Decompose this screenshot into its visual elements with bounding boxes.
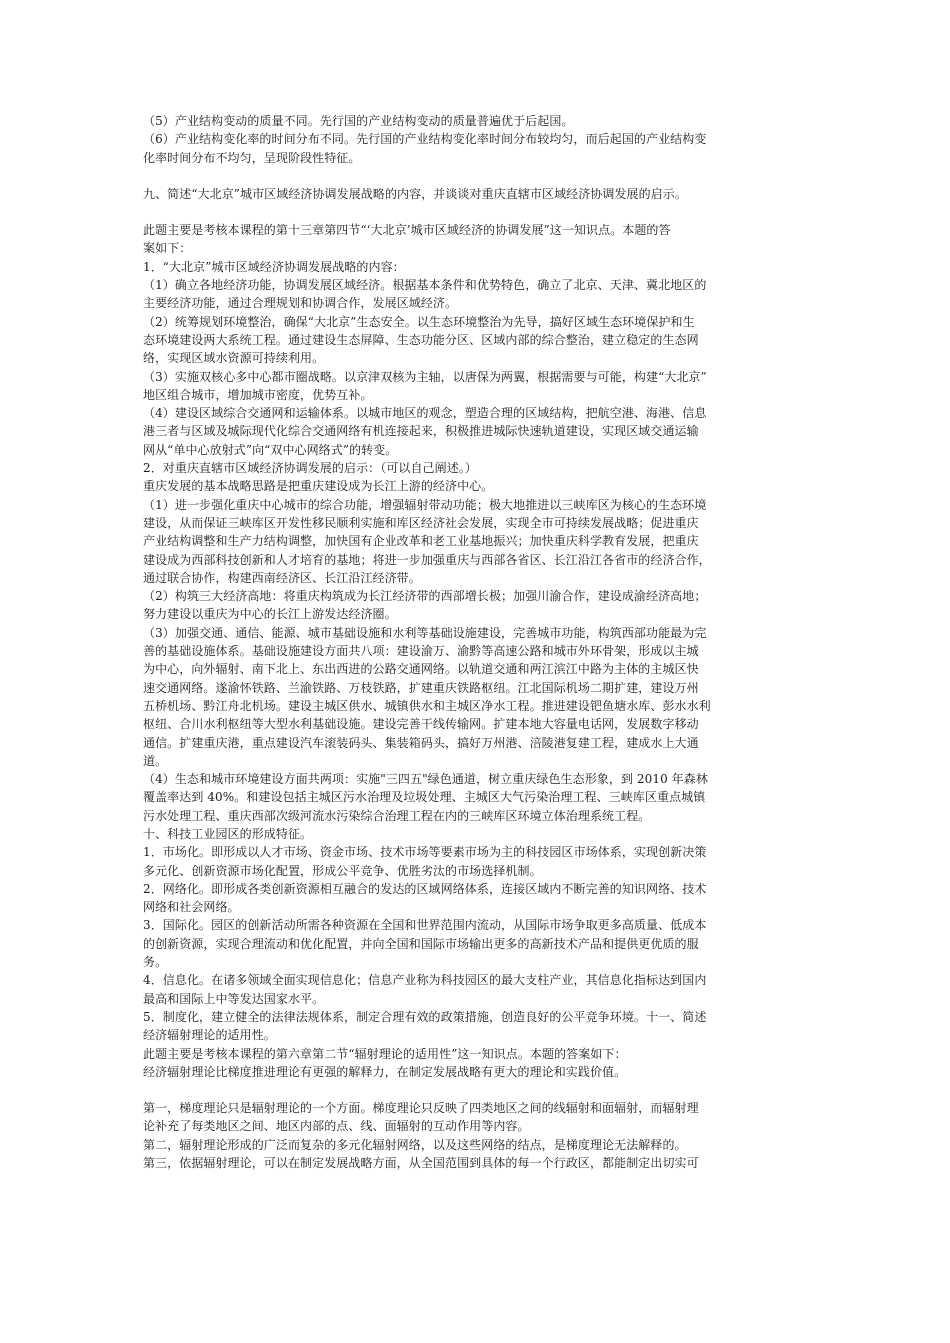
text-line: （4）建设区域综合交通网和运输体系。以城市地区的观念，塑造合理的区域结构，把航空港、海港、信息 [143, 406, 707, 421]
text-line: （5）产业结构变动的质量不同。先行国的产业结构变动的质量普遍优于后起国。 [143, 114, 574, 128]
text-line: 2．网络化。即形成各类创新资源相互融合的发达的区域网络体系，连接区域内不断完善的知识网络、技术 [143, 881, 707, 896]
text-line: 2．对重庆直辖市区域经济协调发展的启示：（可以自己阐述。） [143, 461, 477, 476]
text-line: 络，实现区域水资源可持续利用。 [143, 351, 325, 366]
block-answer-main [143, 221, 811, 1081]
text-line: （1）确立各地经济功能，协调发展区域经济。根据基本条件和优势特色，确立了北京、天津、冀北地区的 [143, 278, 707, 293]
document-page [143, 112, 811, 1172]
text-line: 网络和社会网络。 [143, 900, 240, 915]
block-radiation-theory [143, 1099, 811, 1172]
text-line: 4．信息化。在诸多领域全面实现信息化；信息产业称为科技园区的最大支柱产业，其信息化指标达到国内 [143, 973, 707, 988]
text-line: （2）统筹规划环境整治，确保“大北京”生态安全。以生态环境整治为先导，搞好区域生态环境保护和生 [143, 314, 695, 329]
text-line: 的创新资源，实现合理流动和优化配置，并向全国和国际市场输出更多的高新技术产品和提供更优质的服 [143, 936, 699, 951]
spacer [143, 203, 811, 221]
text-line: 通信。扩建重庆港，重点建设汽车滚装码头、集装箱码头，搞好万州港、涪陵港复建工程，建成水上大通 [143, 735, 699, 750]
spacer [143, 1081, 811, 1099]
text-line: 地区组合城市，增加城市密度，优势互补。 [143, 387, 373, 402]
text-line: 重庆发展的基本战略思路是把重庆建设成为长江上游的经济中心。 [143, 479, 494, 494]
text-line: 最高和国际上中等发达国家水平。 [143, 991, 325, 1006]
text-line: 速交通网络。遂渝怀铁路、兰渝铁路、万枝铁路，扩建重庆铁路枢纽。江北国际机场二期扩建，建设万州 [143, 680, 699, 695]
text-line: 1．“大北京”城市区域经济协调发展战略的内容： [143, 259, 405, 274]
text-line: 化率时间分布不均匀，呈现阶段性特征。 [143, 150, 361, 165]
text-line: 污水处理工程、重庆西部次级河流水污染综合治理工程在内的三峡库区环境立体治理系统工程。 [143, 808, 651, 823]
text-line: 第三，依据辐射理论，可以在制定发展战略方面，从全国范围到具体的每一个行政区，都能制定出切实可 [143, 1156, 699, 1171]
text-line: （6）产业结构变化率的时间分布不同。先行国的产业结构变化率时间分布较均匀，而后起国的产业结构变 [143, 132, 707, 147]
text-line: （3）加强交通、通信、能源、城市基础设施和水利等基础设施建设，完善城市功能，构筑西部功能最为完 [143, 625, 707, 640]
text-line: 多元化、创新资源市场化配置，形成公平竞争、优胜劣汰的市场选择机制。 [143, 863, 542, 878]
text-line: 主要经济功能，通过合理规划和协调合作，发展区域经济。 [143, 296, 458, 311]
text-line: 为中心，向外辐射、南下北上、东出西进的公路交通网络。以轨道交通和两江滨江中路为主体的主城区快 [143, 662, 699, 677]
text-line: 此题主要是考核本课程的第十三章第四节“‘大北京’城市区域经济的协调发展”这一知识点。本题的答 [143, 223, 671, 238]
text-line: 3．国际化。园区的创新活动所需各种资源在全国和世界范围内流动，从国际市场争取更多高质量、低成本 [143, 918, 707, 933]
text-line: 覆盖率达到 40%。和建设包括主城区污水治理及垃圾处理、主城区大气污染治理工程、三峡库区重点城镇 [143, 790, 706, 805]
text-line: 案如下： [143, 241, 192, 256]
text-line: 第一，梯度理论只是辐射理论的一个方面。梯度理论只反映了四类地区之间的线辐射和面辐射，而辐射理 [143, 1101, 699, 1116]
text-line: 建设成为西部科技创新和人才培育的基地；将进一步加强重庆与西部各省区、长江沿江各省市的经济合作， [143, 552, 711, 567]
text-line: 此题主要是考核本课程的第六章第二节“辐射理论的适用性”这一知识点。本题的答案如下： [143, 1046, 627, 1061]
text-line: 5．制度化，建立健全的法律法规体系，制定合理有效的政策措施，创造良好的公平竞争环境。十一、简述 [143, 1009, 707, 1024]
spacer [143, 167, 811, 185]
text-line: （3）实施双核心多中心都市圈战略。以京津双核为主轴，以唐保为两翼，根据需要与可能，构建“大北京” [143, 369, 707, 384]
text-line: 网从“单中心放射式”向“双中心网络式”的转变。 [143, 442, 398, 457]
text-line: 1．市场化。即形成以人才市场、资金市场、技术市场等要素市场为主的科技园区市场体系，实现创新决策 [143, 845, 707, 860]
text-line: 产业结构调整和生产力结构调整，加快国有企业改革和老工业基地振兴；加快重庆科学教育发展，把重庆 [143, 534, 699, 549]
text-line: （1）进一步强化重庆中心城市的综合功能，增强辐射带动功能；极大地推进以三峡库区为核心的生态环境 [143, 497, 707, 512]
text-line: 善的基础设施体系。基础设施建设方面共八项：建设渝万、渝黔等高速公路和城市外环骨架，形成以主城 [143, 644, 699, 659]
text-line: 务。 [143, 955, 168, 970]
text-line: （4）生态和城市环境建设方面共两项：实施"三四五"绿色通道，树立重庆绿色生态形象，到 2010 年森林 [143, 772, 708, 787]
text-line: 五桥机场、黔江舟北机场。建设主城区供水、城镇供水和主城区净水工程。推进建设钯鱼塘水库、彭水水利 [143, 698, 711, 713]
text-line: 第二，辐射理论形成的广泛而复杂的多元化辐射网络，以及这些网络的结点，是梯度理论无法解释的。 [143, 1137, 687, 1152]
text-line: 论补充了每类地区之间、地区内部的点、线、面辐射的互动作用等内容。 [143, 1119, 530, 1134]
text-line: 经济辐射理论的适用性。 [143, 1028, 276, 1043]
text-line: 努力建设以重庆为中心的长江上游发达经济圈。 [143, 607, 397, 622]
text-line: 枢纽、合川水利枢纽等大型水利基础设施。建设完善干线传输网。扩建本地大容量电话网，发展数字移动 [143, 717, 699, 732]
text-line: 道。 [143, 753, 168, 768]
section-ten-heading: 十、科技工业园区的形成特征。 [143, 826, 313, 841]
text-line: 态环境建设两大系统工程。通过建设生态屏障、生态功能分区、区域内部的综合整治，建立稳定的生态网 [143, 332, 699, 347]
question-nine-heading: 九、简述“大北京”城市区域经济协调发展战略的内容，并谈谈对重庆直辖市区域经济协调发展的启示。 [143, 186, 687, 201]
text-line: 通过联合协作，构建西南经济区、长江沿江经济带。 [143, 570, 421, 585]
text-line: 建设，从而保证三峡库区开发性移民顺利实施和库区经济社会发展，实现全市可持续发展战略；促进重庆 [143, 515, 699, 530]
text-line: 港三者与区域及城际现代化综合交通网络有机连接起来，积极推进城际快速轨道建设，实现区域交通运输 [143, 424, 699, 439]
block-industrial-structure [143, 112, 811, 167]
text-line: （2）构筑三大经济高地：将重庆构筑成为长江经济带的西部增长极；加强川渝合作，建设成渝经济高地； [143, 589, 707, 604]
text-line: 经济辐射理论比梯度推进理论有更强的解释力，在制定发展战略有更大的理论和实践价值。 [143, 1064, 627, 1079]
